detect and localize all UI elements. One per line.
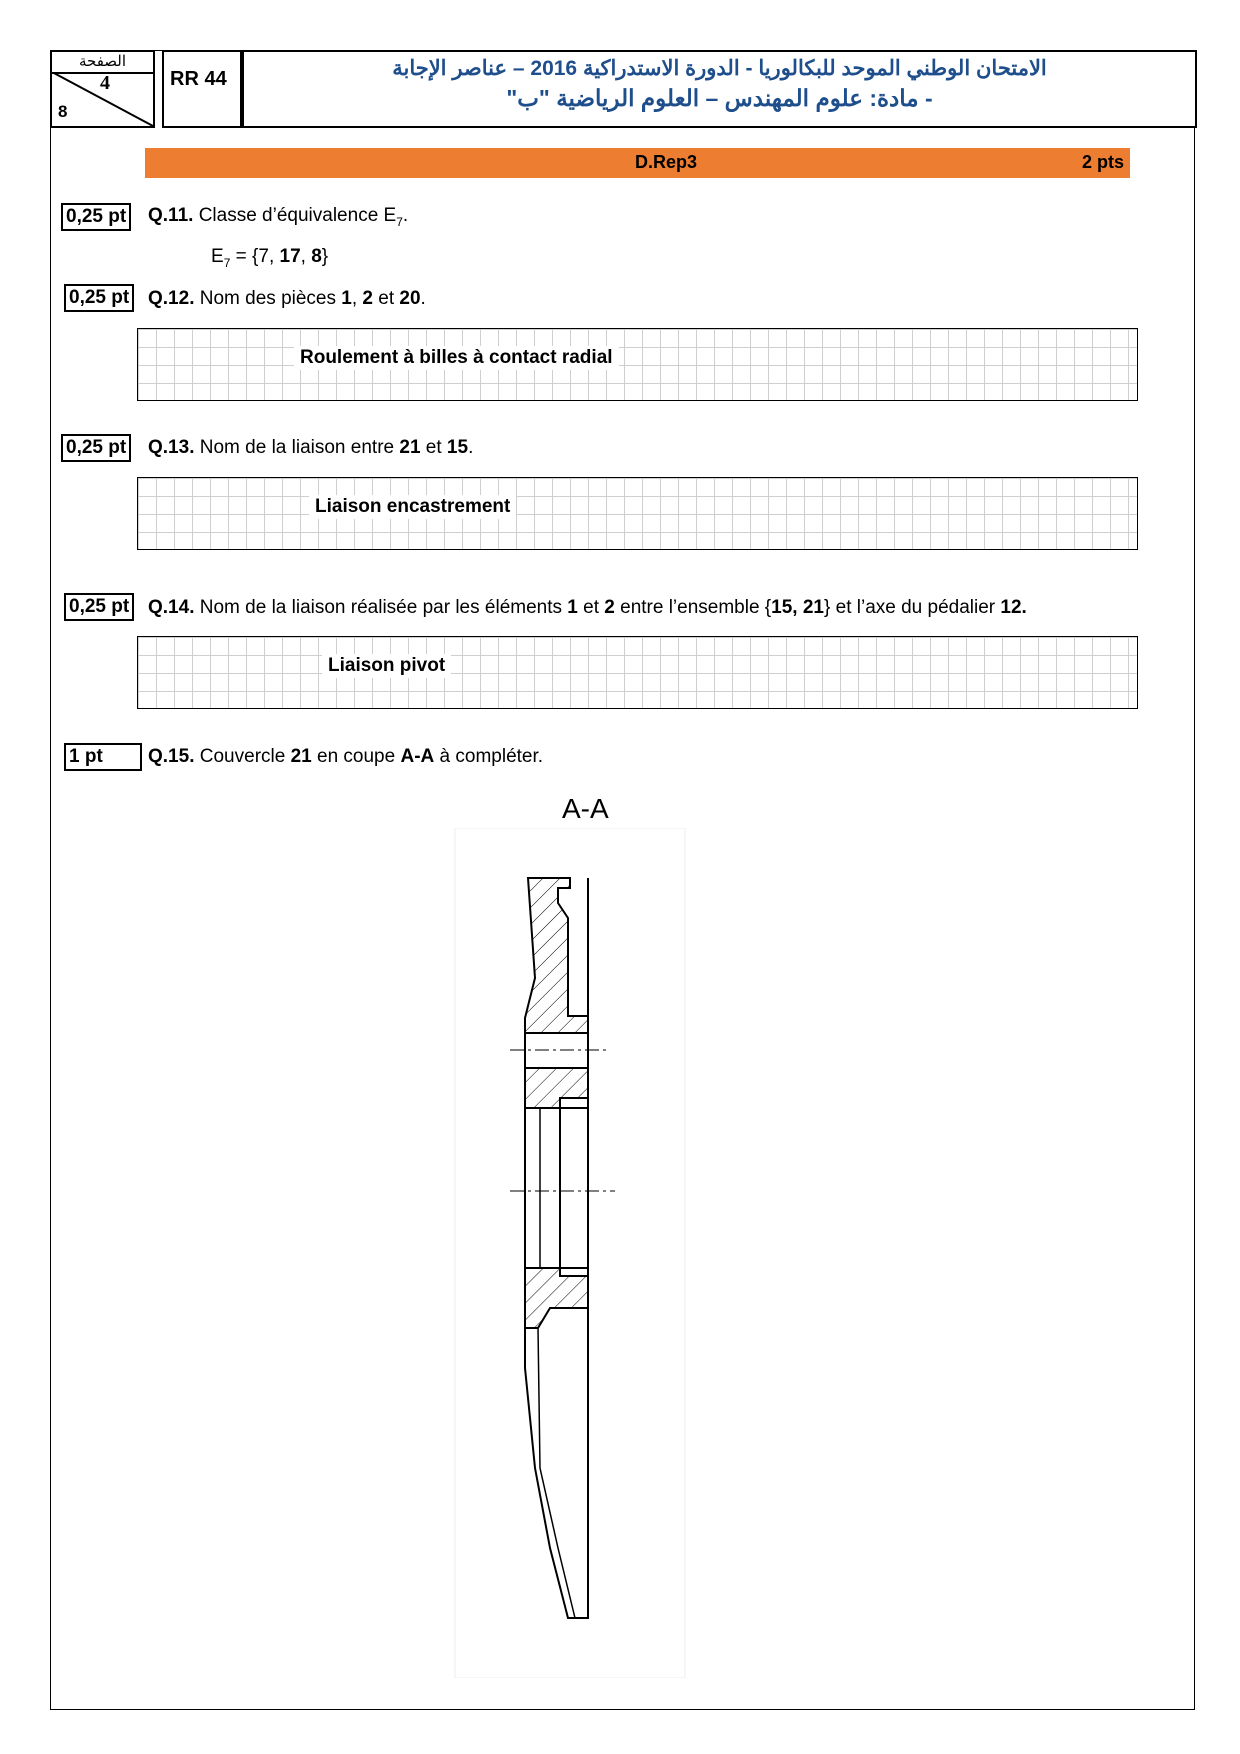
q14-c1: et [577,597,605,618]
upper-section-hatch [525,878,588,1033]
q14-points: 0,25 pt [64,593,134,621]
q11-answer-prefix: E [211,246,224,267]
q15-p1: 21 [290,746,312,767]
q11-answer [211,246,328,270]
bearing-seat [560,1098,588,1276]
q15-text: Couvercle [199,746,291,767]
q14-p4: 12. [1000,597,1027,618]
q15-c2: à compléter. [434,746,544,767]
q14-answer-grid[interactable] [137,636,1138,709]
q13-c1: et [420,437,447,458]
q12-question [148,288,426,310]
q13-answer-grid[interactable] [137,477,1138,550]
q12-answer: Roulement à billes à contact radial [294,346,619,370]
q13-question [148,437,473,459]
lower-section-hatch [525,1268,588,1328]
q13-answer: Liaison encastrement [309,495,516,519]
q11-answer-8: 8 [311,246,322,267]
q15-c1: en coupe [311,746,401,767]
section-name: D.Rep3 [635,152,698,172]
q11-label: Q.11. [148,205,194,226]
q13-label: Q.13. [148,437,195,458]
q11-text: Classe d’équivalence E [198,205,397,226]
page-total: 8 [58,102,68,121]
q14-question [148,597,1027,619]
cover-21-section-drawing [440,828,700,1678]
q14-label: Q.14. [148,597,195,618]
q15-label: Q.15. [148,746,195,767]
q12-text: Nom des pièces [199,288,342,309]
q14-p1: 1 [567,597,578,618]
exam-code: RR 44 [162,50,242,128]
q11-answer-close: } [321,246,329,267]
page-number-box [50,50,155,128]
q13-points: 0,25 pt [61,434,131,462]
q11-points: 0,25 pt [61,203,131,231]
q11-answer-17: 17 [279,246,301,267]
page-label: الصفحة [52,52,153,74]
q12-c2: et [373,288,400,309]
q14-text: Nom de la liaison réalisée par les éléments [199,597,568,618]
q12-answer-grid[interactable] [137,328,1138,401]
section-view-label: A-A [562,793,609,824]
q15-question [148,746,543,768]
q12-p2: 2 [362,288,373,309]
bore-outline [525,1108,588,1268]
q12-label: Q.12. [148,288,195,309]
q13-p2: 15 [446,437,469,458]
title-line-2: - مادة: علوم المهندس – العلوم الرياضية "ب" [506,85,933,111]
title-line-1: الامتحان الوطني الموحد للبكالوريا - الدورة الاستدراكية 2016 – عناصر الإجابة [392,57,1047,80]
section-bar [145,148,1130,178]
q14-c2: entre l’ensemble { [614,597,772,618]
q11-answer-sub: 7 [223,255,231,270]
q11-sub: 7 [396,214,403,229]
q11-answer-eq: = {7, [230,246,280,267]
q13-p1: 21 [399,437,421,458]
q12-points: 0,25 pt [64,284,134,312]
q14-answer: Liaison pivot [322,654,451,678]
exam-title [242,50,1197,128]
section-points: 2 pts [1081,152,1124,172]
page-number: 4 [100,72,110,94]
q12-end: . [420,288,426,309]
q11-end: . [402,205,409,226]
q13-end: . [468,437,474,458]
q14-c3: } et l’axe du pédalier [824,597,1001,618]
drawing-border [455,828,685,1678]
q12-p3: 20 [399,288,421,309]
q14-p2: 2 [604,597,615,618]
q15-points: 1 pt [64,743,142,771]
q11-question [148,205,408,229]
q14-p3: 15, 21 [771,597,824,618]
q13-text: Nom de la liaison entre [199,437,400,458]
q12-c1: , [351,288,363,309]
q11-answer-sep: , [300,246,312,267]
q12-p1: 1 [341,288,352,309]
boss-hatch [525,1068,588,1108]
q15-p2: A-A [400,746,435,767]
